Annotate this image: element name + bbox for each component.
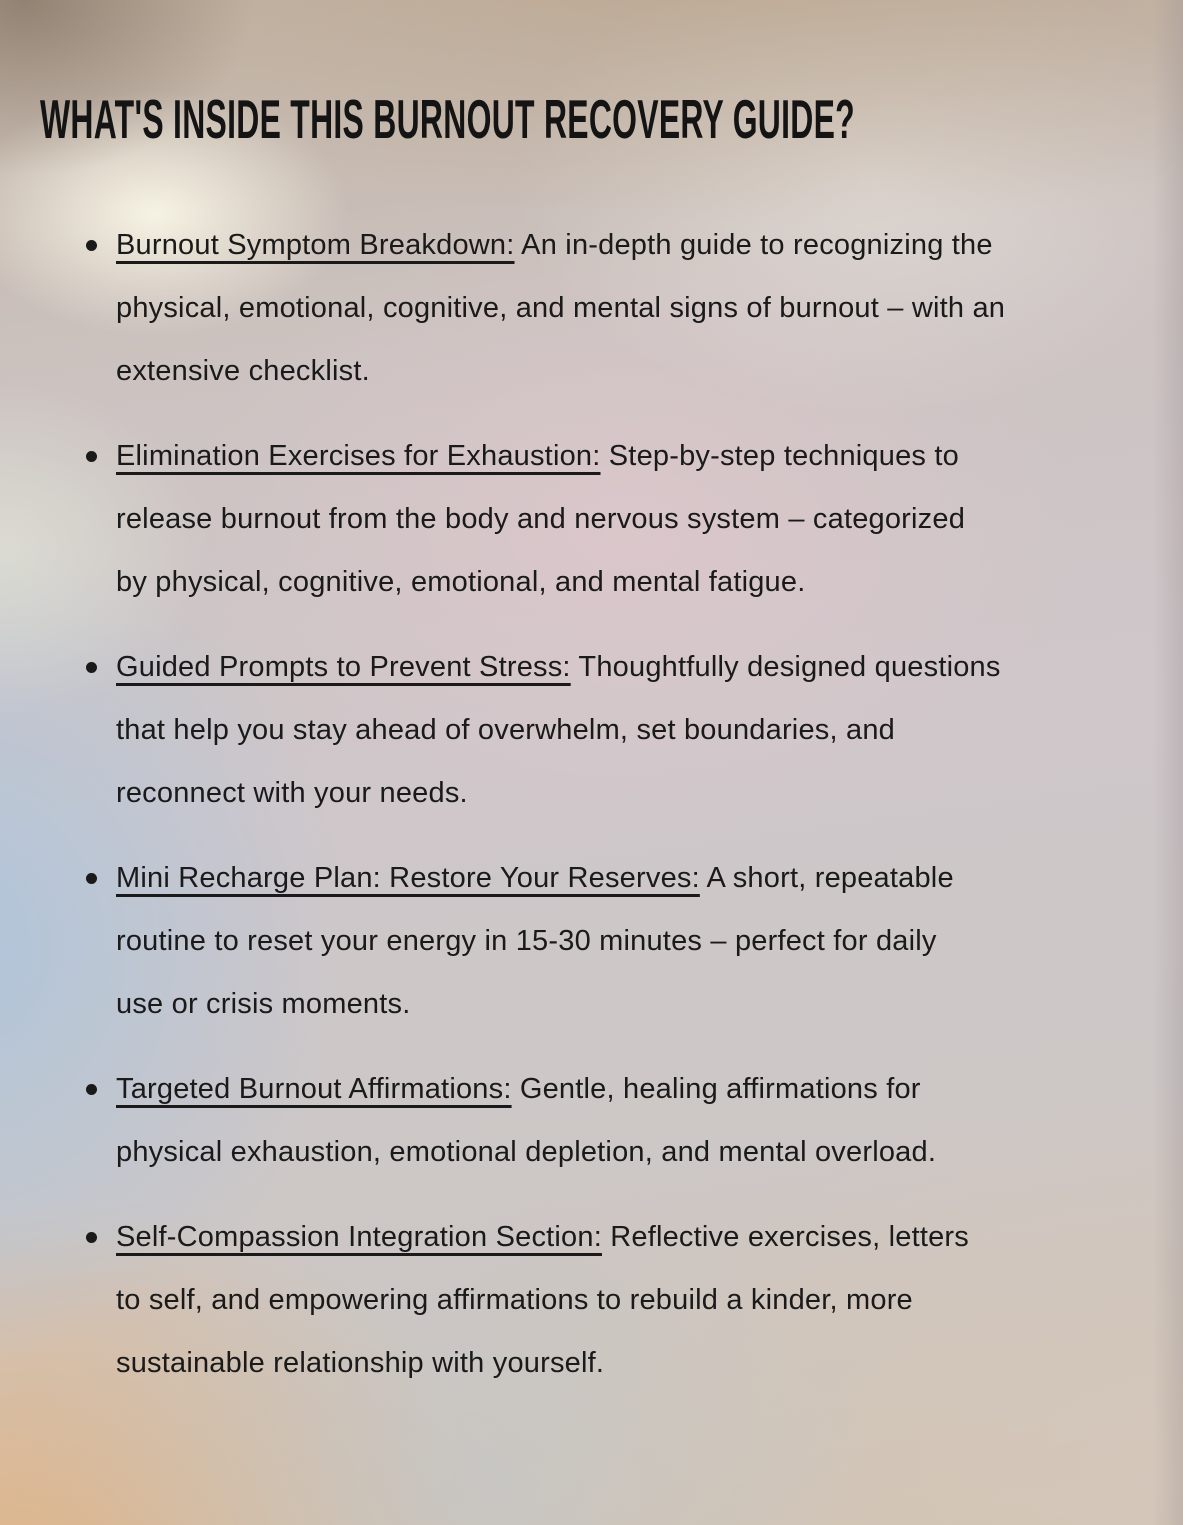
list-item-first-line bbox=[116, 847, 1005, 910]
list-item-first-line bbox=[116, 636, 1005, 699]
list-item-line: physical, emotional, cognitive, and mental signs of burnout – with an bbox=[116, 292, 1006, 324]
page-title: WHAT'S INSIDE THIS BURNOUT RECOVERY GUIDE? bbox=[40, 88, 855, 150]
list-item-lead: Elimination Exercises for Exhaustion: bbox=[116, 440, 601, 472]
list-item-body-line: Reflective exercises, letters bbox=[610, 1221, 969, 1253]
list-item-lead: Burnout Symptom Breakdown: bbox=[116, 229, 515, 261]
list-item-body-line: Thoughtfully designed questions bbox=[578, 651, 1001, 683]
bullet-icon bbox=[86, 451, 97, 462]
list-item-lead: Guided Prompts to Prevent Stress: bbox=[116, 651, 571, 683]
list-item-body-line: A short, repeatable bbox=[706, 862, 954, 894]
list-item-line: reconnect with your needs. bbox=[116, 777, 468, 809]
list-item bbox=[85, 636, 1005, 825]
list-item-line: use or crisis moments. bbox=[116, 988, 411, 1020]
list-item-line: extensive checklist. bbox=[116, 355, 370, 387]
list-item-line: sustainable relationship with yourself. bbox=[116, 1347, 605, 1379]
list-item-line: physical exhaustion, emotional depletion, and mental overload. bbox=[116, 1136, 937, 1168]
list-item-lead: Targeted Burnout Affirmations: bbox=[116, 1073, 512, 1105]
bullet-icon bbox=[86, 662, 97, 673]
list-item-first-line bbox=[116, 1206, 1005, 1269]
list-item-line: routine to reset your energy in 15-30 minutes – perfect for daily bbox=[116, 925, 937, 957]
list-item bbox=[85, 214, 1005, 403]
list-item-line: release burnout from the body and nervous system – categorized bbox=[116, 503, 966, 535]
list-item-first-line bbox=[116, 1058, 1005, 1121]
list-item-first-line bbox=[116, 214, 1005, 277]
bullet-icon bbox=[86, 1084, 97, 1095]
list-item-first-line bbox=[116, 425, 1005, 488]
contents-list bbox=[85, 214, 1005, 1417]
list-item-body-line: Gentle, healing affirmations for bbox=[519, 1073, 921, 1105]
list-item-body-line: An in-depth guide to recognizing the bbox=[521, 229, 993, 261]
bullet-icon bbox=[86, 240, 97, 251]
list-item-lead: Self-Compassion Integration Section: bbox=[116, 1221, 602, 1253]
list-item bbox=[85, 1206, 1005, 1395]
list-item-line: by physical, cognitive, emotional, and mental fatigue. bbox=[116, 566, 806, 598]
list-item bbox=[85, 425, 1005, 614]
list-item-line: that help you stay ahead of overwhelm, set boundaries, and bbox=[116, 714, 895, 746]
list-item-lead: Mini Recharge Plan: Restore Your Reserves: bbox=[116, 862, 700, 894]
bullet-icon bbox=[86, 1232, 97, 1243]
list-item-body-line: Step-by-step techniques to bbox=[608, 440, 959, 472]
bullet-icon bbox=[86, 873, 97, 884]
list-item bbox=[85, 847, 1005, 1036]
list-item-line: to self, and empowering affirmations to rebuild a kinder, more bbox=[116, 1284, 913, 1316]
list-item bbox=[85, 1058, 1005, 1184]
